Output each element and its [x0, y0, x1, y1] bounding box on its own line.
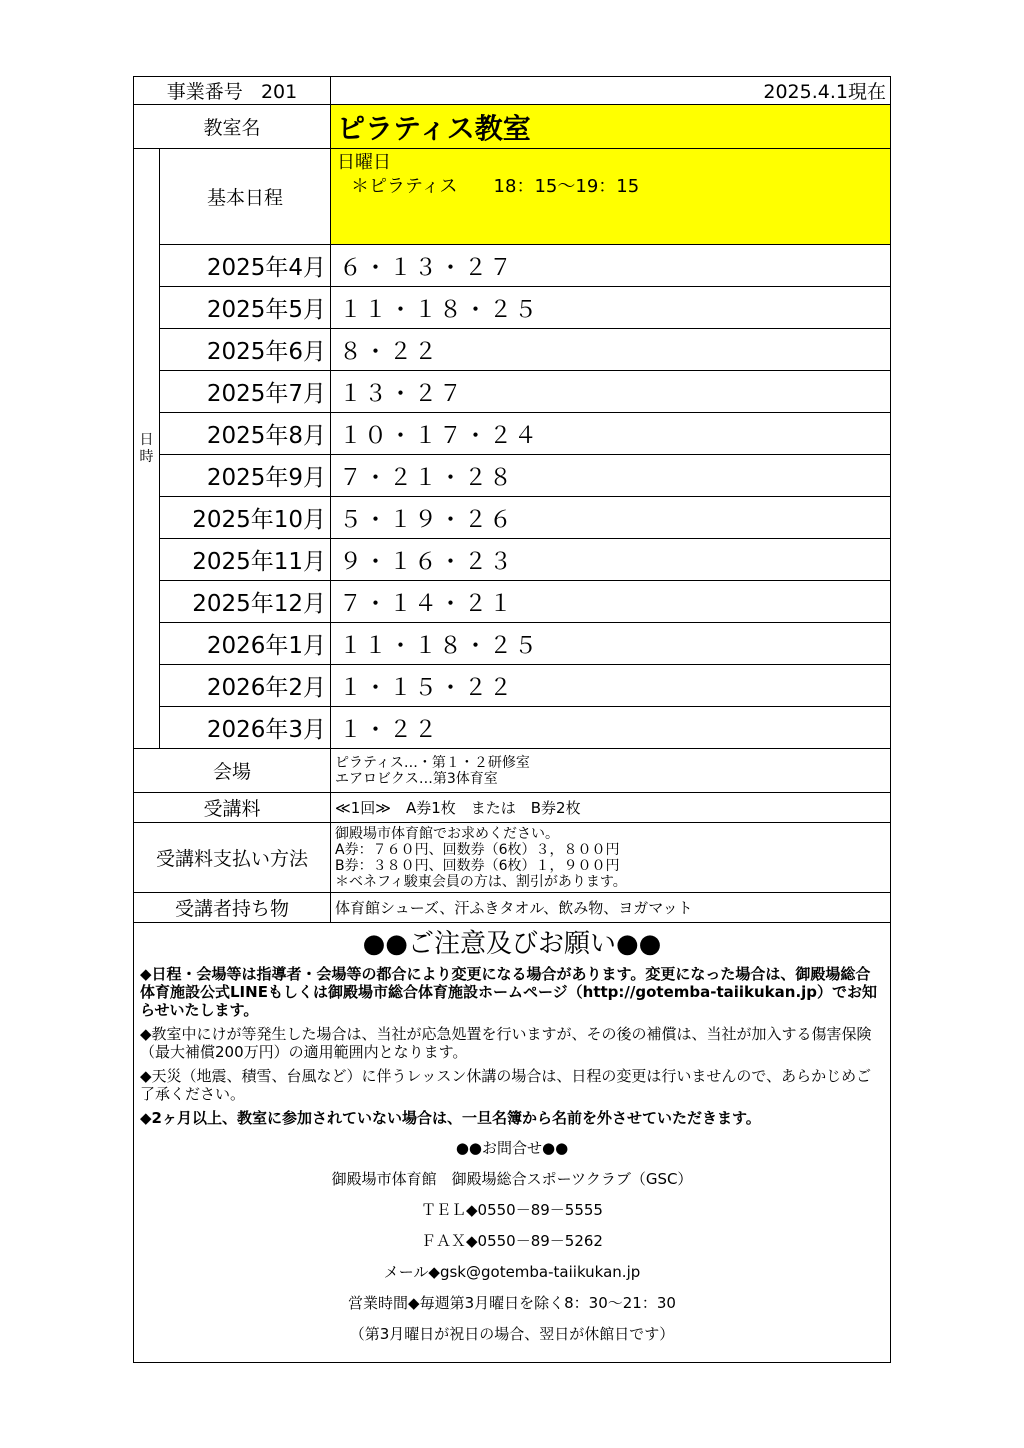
as-of-date: 2025.4.1現在 — [331, 77, 891, 105]
venue-label: 会場 — [134, 749, 331, 793]
month-label: 2025年4月 — [160, 245, 331, 287]
payment-line: 御殿場市体育館でお求めください。 — [335, 825, 559, 842]
month-row — [134, 665, 891, 707]
month-row — [134, 329, 891, 371]
payment-row — [134, 823, 891, 893]
project-number: 201 — [260, 81, 298, 103]
month-dates: ６・１３・２７ — [331, 245, 891, 287]
month-dates: ７・２１・２８ — [331, 455, 891, 497]
schedule-row — [134, 149, 891, 245]
month-dates: ９・１６・２３ — [331, 539, 891, 581]
items-label: 受講者持ち物 — [134, 893, 331, 923]
payment-line: A券：７６０円、回数券（6枚）３，８００円 — [335, 841, 620, 858]
venue-line: ピラティス…・第１・２研修室 — [335, 754, 530, 771]
month-row — [134, 371, 891, 413]
month-label: 2026年2月 — [160, 665, 331, 707]
month-label: 2025年12月 — [160, 581, 331, 623]
class-name: ピラティス教室 — [331, 105, 891, 149]
header-row — [134, 77, 891, 105]
month-label: 2025年8月 — [160, 413, 331, 455]
schedule-detail — [331, 149, 891, 245]
contact-title: ●●お問合せ●● — [455, 1139, 569, 1157]
contact-mail: メール◆gsk@gotemba-taiikukan.jp — [383, 1263, 641, 1281]
contact-holiday: （第3月曜日が祝日の場合、翌日が休館日です） — [349, 1325, 675, 1343]
month-dates: １０・１７・２４ — [331, 413, 891, 455]
contact-fax: ＦＡＸ◆0550－89－5262 — [421, 1232, 603, 1250]
payment-line: ＊ベネフィ駿東会員の方は、割引があります。 — [335, 873, 627, 890]
contact-hours: 営業時間◆毎週第3月曜日を除く8：30～21：30 — [348, 1294, 676, 1312]
month-row — [134, 497, 891, 539]
month-row — [134, 539, 891, 581]
note-injury: ◆教室中にけが等発生した場合は、当社が応急処置を行いますが、その後の補償は、当社が加入する傷害保険（最大補償200万円）の適用範囲内となります。 — [140, 1025, 872, 1061]
fee-value: ≪1回≫ A券1枚 または B券2枚 — [331, 793, 891, 823]
class-name-row — [134, 105, 891, 149]
notes-cell — [134, 923, 891, 1363]
venue-detail — [331, 749, 891, 793]
notes-title: ●●ご注意及びお願い●● — [362, 929, 662, 959]
month-dates: ７・１４・２１ — [331, 581, 891, 623]
items-value: 体育館シューズ、汗ふきタオル、飲み物、ヨガマット — [331, 893, 891, 923]
month-dates: ５・１９・２６ — [331, 497, 891, 539]
month-row — [134, 413, 891, 455]
month-row — [134, 245, 891, 287]
month-label: 2025年10月 — [160, 497, 331, 539]
class-info-sheet — [133, 76, 891, 1363]
month-label: 2025年11月 — [160, 539, 331, 581]
month-label: 2026年3月 — [160, 707, 331, 749]
month-label: 2025年7月 — [160, 371, 331, 413]
month-label: 2025年5月 — [160, 287, 331, 329]
month-label: 2026年1月 — [160, 623, 331, 665]
month-dates: １１・１８・２５ — [331, 623, 891, 665]
schedule-label: 基本日程 — [160, 149, 331, 245]
note-absence: ◆2ヶ月以上、教室に参加されていない場合は、一旦名簿から名前を外させていただきます。 — [140, 1109, 761, 1127]
project-number-cell — [134, 77, 331, 105]
items-row — [134, 893, 891, 923]
contact-tel: ＴＥＬ◆0550－89－5555 — [421, 1201, 603, 1219]
project-label: 事業番号 — [166, 81, 243, 103]
payment-line: B券：３８０円、回数券（6枚）１，９００円 — [335, 857, 620, 874]
month-label: 2025年6月 — [160, 329, 331, 371]
month-label: 2025年9月 — [160, 455, 331, 497]
month-row — [134, 287, 891, 329]
month-dates: １・２２ — [331, 707, 891, 749]
note-schedule-change: ◆日程・会場等は指導者・会場等の都合により変更になる場合があります。変更になった場合は、御殿場総合体育施設公式LINEもしくは御殿場市総合体育施設ホームページ（http://gotemba-taiikukan.jp）でお知らせいたします。 — [140, 965, 878, 1019]
month-row — [134, 707, 891, 749]
notes-row — [134, 923, 891, 1363]
month-dates: １１・１８・２５ — [331, 287, 891, 329]
contact-org: 御殿場市体育館 御殿場総合スポーツクラブ（GSC） — [331, 1170, 693, 1188]
payment-detail — [331, 823, 891, 893]
note-disaster: ◆天災（地震、積雪、台風など）に伴うレッスン休講の場合は、日程の変更は行いませんので、あらかじめご了承ください。 — [140, 1067, 872, 1103]
fee-row — [134, 793, 891, 823]
fee-label: 受講料 — [134, 793, 331, 823]
payment-label: 受講料支払い方法 — [134, 823, 331, 893]
month-row — [134, 623, 891, 665]
class-name-label: 教室名 — [134, 105, 331, 149]
month-dates: １・１５・２２ — [331, 665, 891, 707]
schedule-day: 日曜日 — [337, 152, 391, 173]
month-row — [134, 581, 891, 623]
schedule-time: ＊ピラティス 18：15～19：15 — [351, 176, 640, 197]
dates-side-label: 日 時 — [134, 149, 160, 749]
venue-row — [134, 749, 891, 793]
month-row — [134, 455, 891, 497]
contact-block — [140, 1133, 884, 1350]
month-dates: ８・２２ — [331, 329, 891, 371]
month-dates: １３・２７ — [331, 371, 891, 413]
venue-line: エアロビクス…第3体育室 — [335, 770, 498, 787]
